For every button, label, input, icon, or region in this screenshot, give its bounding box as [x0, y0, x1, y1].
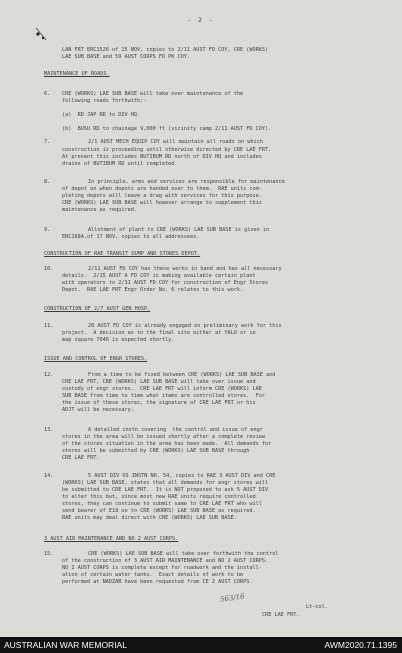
text-line: of the construction of 3 AUST AIR MAINTENANCE and NO 2 AUST CORPS. [62, 558, 269, 564]
text-line: 2/1 AUST MECH EQUIP COY will maintain all roads on which [88, 139, 263, 145]
text-line: map square 7046 is expected shortly. [62, 337, 175, 343]
text-line: of depot on when depots are handed over to them. RAE units com- [62, 186, 262, 192]
text-line: A detailed instn covering the control and issue of engr [88, 427, 263, 433]
text-line: (a) RD JAP RD to DIV HQ. [62, 112, 141, 118]
text-line: details. 2/15 AUST A FD COY is making available certain plant [62, 273, 256, 279]
text-line: be submitted to CRE LAE FRT. It is NOT proposed to ask 5 AUST DIV [62, 487, 269, 493]
text-line: ation of certain water tanks. Exact details of work to be [62, 572, 244, 578]
text-line: stores in the area will be issued shortly after a complete review [62, 434, 266, 440]
text-line: project. A decision as to the final site either at YALU or in [62, 330, 256, 336]
archive-footer [0, 637, 402, 653]
text-line: CRE (WORKS) LAE SUB BASE will take over maintenance of the [62, 91, 244, 97]
text-line: CRE (WORKS) LAE SUB BASE will take over forthwith the control [88, 551, 279, 557]
paragraph-number: 7. [44, 139, 51, 145]
text-line: Depot. RAE LAE FRT Engr Order No. 6 relates to this work. [62, 287, 244, 293]
text-line: custody of engr stores. CRE LAE FRT will inform CRE (WORKS) LAE [62, 386, 262, 392]
section-heading: 3 AUST AIR MAINTENANCE AND NO 2 AUST CORPS. [44, 536, 179, 542]
text-line: CRE LAE FRT, CRE (WORKS) LAE SUB BASE will take over issue and [62, 379, 256, 385]
text-line: 5 AUST DIV OS INSTN NO. 54, copies to RAE 3 AUST DIV and CRE [88, 473, 276, 479]
text-line: LAN FRT ERC1526 of 15 NOV, copies to 2/11 AUST FD COY, CRE (WORKS) [62, 47, 269, 53]
text-line: of the stores situation in the area has been made. All demands for [62, 441, 272, 447]
text-line: maintenance as required. [62, 207, 137, 213]
text-line: performed at NADZAB have been requested from CE 2 AUST CORPS. [62, 579, 253, 585]
section-heading: CONSTRUCTION OF RAE TRANSIT DUMP AND STORES DEPOT. [44, 251, 201, 257]
signature-rank: Lt-col. [306, 604, 328, 610]
text-line: construction is proceeding until otherwise directed by CRE LAE FRT. [62, 147, 272, 153]
text-line: 2/11 AUST FD COY has these works in hand and has all necessary [88, 266, 282, 272]
text-line: stores, they can continue to submit same to CRE LAE FRT who will [62, 501, 262, 507]
text-line: stores will be submitted by CRE (WORKS) LAE SUB BASE through [62, 448, 250, 454]
paragraph-number: 15. [44, 551, 54, 557]
text-line: (WORKS) LAE SUB BASE, states that all demands for engr stores will [62, 480, 269, 486]
paragraph-number: 6. [44, 91, 51, 97]
signature-title: CRE LAE FRT. [262, 612, 300, 618]
text-line: following roads forthwith:- [62, 98, 147, 104]
paragraph-number: 13. [44, 427, 54, 433]
text-line: (b) BUSU RD to chainage 9,000 ft (vicinity camp 2/11 AUST FD COY). [62, 126, 272, 132]
text-line: RAE units may deal direct with CRE (WORKS) LAE SUB BASE. [62, 515, 237, 521]
paragraph-number: 12. [44, 372, 54, 378]
pin-mark-icon [30, 24, 50, 44]
text-line: to alter this but, since most new RAE units require controlled [62, 494, 256, 500]
text-line: In principle, arms and services are responsible for maintenance [88, 179, 285, 185]
paragraph-number: 10. [44, 266, 54, 272]
text-line: drains of BUTIBUM RD until completed. [62, 161, 178, 167]
text-line: From a time to be fixed between CRE (WORKS) LAE SUB BASE and [88, 372, 276, 378]
text-line: CRE (WORKS) LAE SUB BASE will however arrange to supplement this [62, 200, 262, 206]
paragraph-number: 9. [44, 227, 51, 233]
text-line: ADJT will be necessary. [62, 407, 134, 413]
section-heading: CONSTRUCTION OF 2/7 AUST GEN HOSP. [44, 306, 151, 312]
text-line: SUB BASE from time to time what items are controlled stores. For [62, 393, 266, 399]
text-line: Allotment of plant to CRE (WORKS) LAE SUB BASE is given in [88, 227, 270, 233]
handwritten-initials: 563/16 [219, 592, 246, 604]
text-line: send bearer of E18 on to CRE (WORKS) LAE SUB BASE as required. [62, 508, 256, 514]
text-line: LAE SUB BASE and 59 AUST CORPS FD PK COY. [62, 54, 191, 60]
text-line: pleting depots will leave a drag with services for this purpose. [62, 193, 262, 199]
text-line: CRE LAE FRT. [62, 455, 100, 461]
section-heading: MAINTENANCE OF ROADS. [44, 71, 110, 77]
text-line: 20 AUST FD COY is already engaged on preliminary work for this [88, 323, 282, 329]
footer-institution: AUSTRALIAN WAR MEMORIAL [4, 640, 127, 650]
text-line: the issue of these stores, the signature of CRE LAE FRT or his [62, 400, 256, 406]
page-number: - 2 - [186, 17, 216, 24]
paragraph-number: 8. [44, 179, 51, 185]
text-line: ERC1684,of 17 NOV, copies to all addressees. [62, 234, 200, 240]
text-line: with operators to 2/11 AUST FD COY for construction of Engr Stores [62, 280, 269, 286]
paragraph-number: 14. [44, 473, 54, 479]
footer-reference: AWM2020.71.1395 [324, 640, 397, 650]
text-line: NO 2 AUST CORPS is complete except for roadwork and the install- [62, 565, 262, 571]
section-heading: ISSUE AND CONTROL OF ENGR STORES. [44, 356, 148, 362]
text-line: At present this includes BUTIBUM RD north of DIV HQ and includes [62, 154, 262, 160]
paragraph-number: 11. [44, 323, 54, 329]
